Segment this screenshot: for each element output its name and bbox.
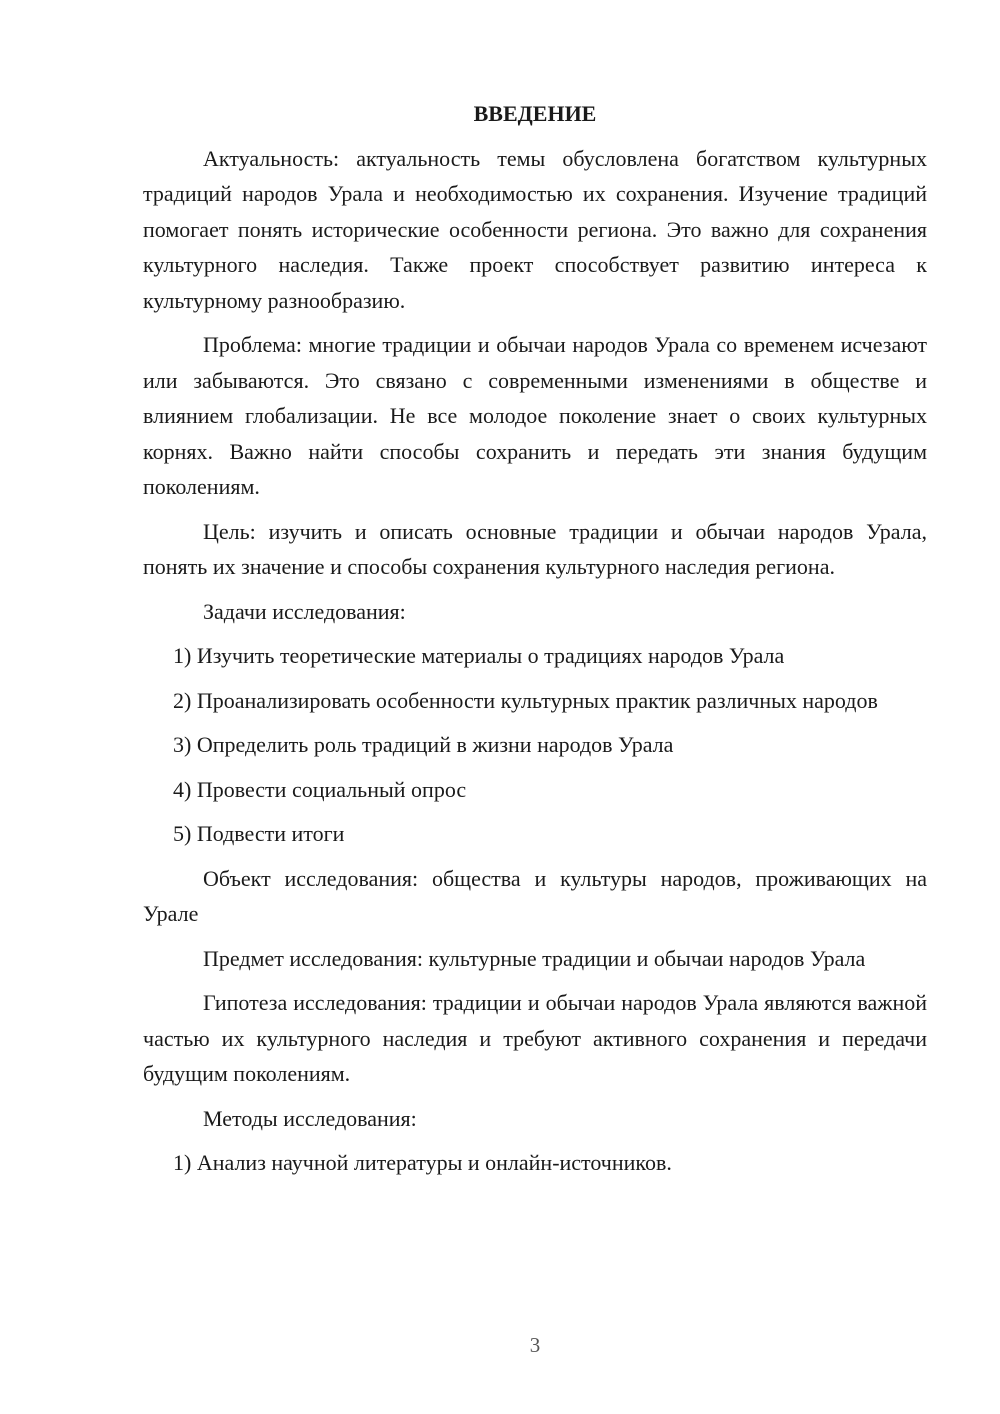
tasks-heading: Задачи исследования: [203, 598, 406, 624]
task-item-4: 4) Провести социальный опрос [173, 776, 467, 802]
paragraph-object: Объект исследования: общества и культуры народов, проживающих на Урале [143, 865, 927, 926]
page-number: 3 [529, 1333, 541, 1357]
page-content [143, 96, 927, 1190]
section-title: ВВЕДЕНИЕ [473, 101, 597, 126]
method-item-1: 1) Анализ научной литературы и онлайн-источников. [173, 1150, 672, 1175]
methods-heading: Методы исследования: [203, 1105, 417, 1131]
paragraph-goal: Цель: изучить и описать основные традиции и обычаи народов Урала, понять их значение и способы сохранения культурного наследия региона. [143, 518, 927, 579]
paragraph-hypothesis: Гипотеза исследования: традиции и обычаи народов Урала являются важной частью их культурного наследия и требуют активного сохранения и передачи будущим поколениям. [143, 990, 927, 1086]
task-item-2: 2) Проанализировать особенности культурных практик различных народов [173, 687, 878, 713]
paragraph-subject: Предмет исследования: культурные традиции и обычаи народов Урала [203, 945, 866, 971]
task-item-1: 1) Изучить теоретические материалы о традициях народов Урала [173, 643, 785, 668]
paragraph-problem: Проблема: многие традиции и обычаи народов Урала со временем исчезают или забываются. Это связано с современными изменениями в обществе и влиянием глобализации. Не все молодое поколение знает о своих культурных корнях. Важно найти способы сохранить и передать эти знания будущим поколениям. [143, 332, 927, 499]
paragraph-relevance: Актуальность: актуальность темы обусловлена богатством культурных традиций народов Урала и необходимостью их сохранения. Изучение традиций помогает понять исторические особенности региона. Это важно для сохранения культурного наследия. Также проект способствует развитию интереса к культурному разнообразию. [143, 145, 927, 313]
task-item-5: 5) Подвести итоги [173, 821, 345, 846]
task-item-3: 3) Определить роль традиций в жизни народов Урала [173, 732, 674, 757]
